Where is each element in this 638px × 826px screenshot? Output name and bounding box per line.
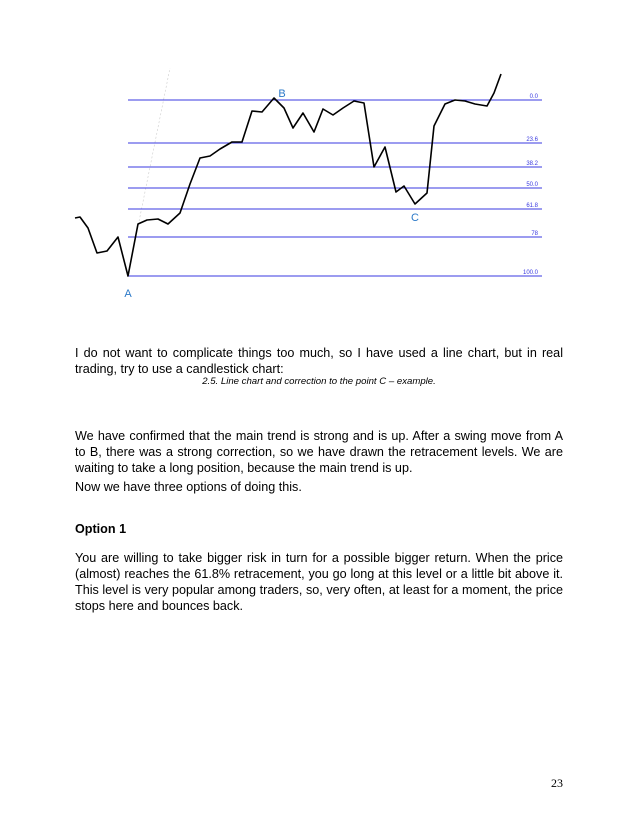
figure-caption: 2.5. Line chart and correction to the point C – example.: [202, 376, 436, 387]
option-1-paragraph: You are willing to take bigger risk in turn for a possible bigger return. When the price (almost) reaches the 61.8% retracement, you go long at this level or a little bit above it. This level is very popular among traders, so, very often, at least for a moment, the price stops here and bounces back.: [75, 551, 563, 613]
point-b-label: B: [278, 88, 286, 100]
fib-label-78: 78: [531, 231, 538, 237]
fib-label-0: 0.0: [529, 94, 538, 100]
fib-label-61-8: 61.8: [526, 203, 538, 209]
page-number: 23: [551, 776, 563, 790]
fib-label-23-6: 23.6: [526, 137, 538, 143]
options-paragraph: Now we have three options of doing this.: [75, 480, 302, 494]
fibonacci-line-chart: [60, 60, 560, 305]
fib-label-50: 50.0: [526, 182, 538, 188]
trend-paragraph: We have confirmed that the main trend is strong and is up. After a swing move from A to B, there was a strong correction, so we have drawn the retracement levels. We are waiting to take a long position, because the main trend is up.: [75, 429, 563, 475]
intro-paragraph: I do not want to complicate things too much, so I have used a line chart, but in real trading, try to use a candlestick chart:: [75, 346, 563, 376]
fib-label-38-2: 38.2: [526, 161, 538, 167]
fib-label-100: 100.0: [522, 270, 538, 276]
price-line: [75, 74, 501, 276]
option-1-heading: Option 1: [75, 522, 127, 536]
point-a-label: A: [124, 288, 132, 300]
point-c-label: C: [411, 212, 419, 224]
